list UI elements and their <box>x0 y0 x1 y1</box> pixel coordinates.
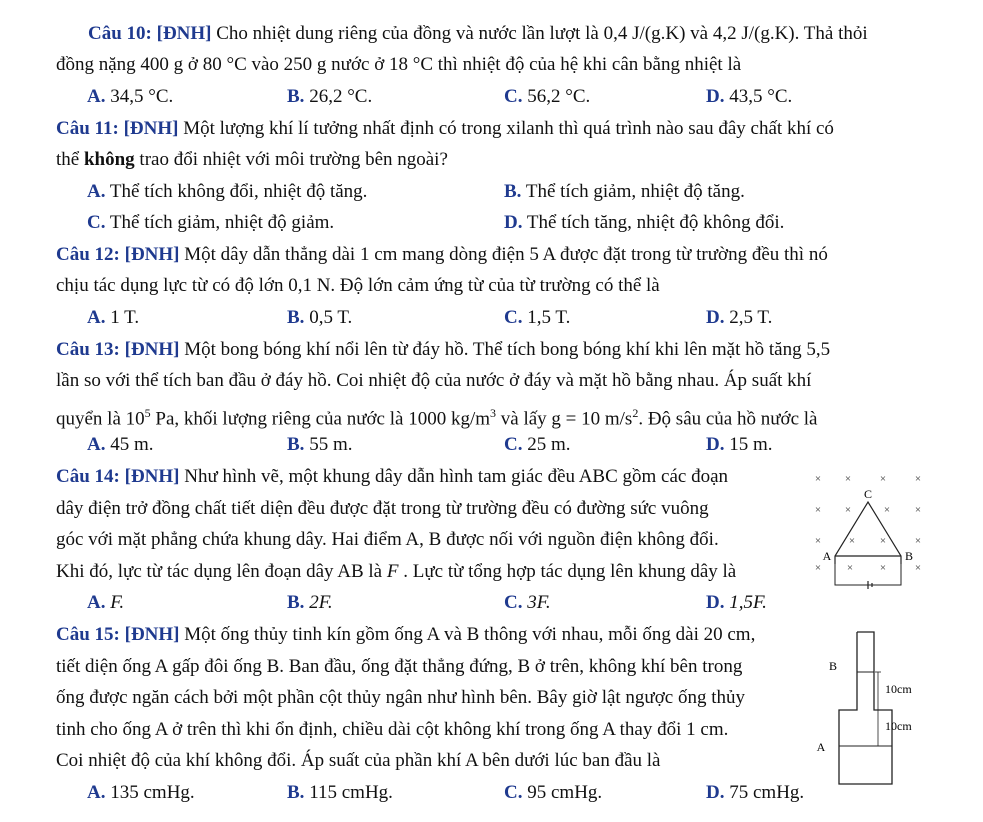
field-cross: × <box>844 504 852 516</box>
q13-options <box>0 433 983 457</box>
q12-options <box>0 306 983 330</box>
q12-line-1 <box>56 243 828 267</box>
q14-text-1: Như hình vẽ, một khung dây dẫn hình tam giác đều ABC gồm các đoạn <box>184 466 729 487</box>
q10-options <box>0 85 983 109</box>
q11-text-1: Một lượng khí lí tưởng nhất định có trong xilanh thì quá trình nào sau đây chất khí có <box>183 118 834 139</box>
q11-line-2: thể không trao đổi nhiệt với môi trường bên ngoài? <box>56 149 448 170</box>
q10-line-1 <box>88 22 868 46</box>
field-cross: × <box>844 473 852 485</box>
q11-heading: Câu 11: [ĐNH] <box>56 118 179 139</box>
q12-option-c: C. 1,5 T. <box>504 307 571 328</box>
q12-option-d: D. 2,5 T. <box>706 307 773 328</box>
field-cross: × <box>914 562 922 574</box>
q12-option-b: B. 0,5 T. <box>287 307 353 328</box>
q14-line-3: góc với mặt phẳng chứa khung dây. Hai điểm A, B được nối với nguồn điện không đổi. <box>56 529 719 550</box>
q14-option-a: A. F. <box>87 592 125 613</box>
field-cross: × <box>879 562 887 574</box>
q15-line-1 <box>56 623 755 647</box>
vertex-b-label: B <box>904 549 914 563</box>
q15-option-b: B. 115 cmHg. <box>287 782 393 803</box>
q13-line-3: quyển là $10^5$ Pa, khối lượng riêng của nước là 1000 $kg/m^3$ và lấy g = 10 $m/s^2$. Độ sâu của hồ nước là <box>56 406 818 430</box>
q14-line-1 <box>56 465 728 489</box>
q11-option-a: A. Thể tích không đổi, nhiệt độ tăng. <box>87 181 368 202</box>
q11-options-row-2 <box>0 211 983 235</box>
tube-figure <box>812 618 942 788</box>
field-cross: × <box>814 562 822 574</box>
field-cross: × <box>883 504 891 516</box>
q10-option-b: B. 26,2 °C. <box>287 86 373 107</box>
q13-line-2: lần so với thể tích ban đầu ở đáy hồ. Coi nhiệt độ của nước ở đáy và mặt hồ bằng nhau. Áp suất khí <box>56 370 812 391</box>
q15-line-2: tiết diện ống A gấp đôi ống B. Ban đầu, ống đặt thẳng đứng, B ở trên, không khí bên trong <box>56 656 743 677</box>
q13-option-d: D. 15 m. <box>706 434 773 455</box>
q11-emphasis: không <box>83 149 135 170</box>
q14-line-4: Khi đó, lực từ tác dụng lên đoạn dây AB là F . Lực từ tổng hợp tác dụng lên khung dây là <box>56 561 737 582</box>
q12-heading: Câu 12: [ĐNH] <box>56 244 180 265</box>
q13-option-c: C. 25 m. <box>504 434 571 455</box>
q13-option-b: B. 55 m. <box>287 434 353 455</box>
q13-heading: Câu 13: [ĐNH] <box>56 339 180 360</box>
tube-b-label: B <box>828 659 838 673</box>
q14-line-2: dây điện trở đồng chất tiết diện đều được đặt trong từ trường đều có đường sức vuông <box>56 498 709 519</box>
tube-a-label: A <box>816 740 826 754</box>
field-cross: × <box>848 535 856 547</box>
field-cross: × <box>879 473 887 485</box>
dimension-label-1: 10cm <box>885 682 912 696</box>
q10-option-d: D. 43,5 °C. <box>706 86 793 107</box>
q15-heading: Câu 15: [ĐNH] <box>56 624 180 645</box>
field-cross: × <box>914 504 922 516</box>
q11-option-d: D. Thể tích tăng, nhiệt độ không đổi. <box>504 212 785 233</box>
q14-heading: Câu 14: [ĐNH] <box>56 466 180 487</box>
q13-option-a: A. 45 m. <box>87 434 154 455</box>
q15-line-5: Coi nhiệt độ của khí không đổi. Áp suất của phần khí A bên dưới lúc ban đầu là <box>56 750 661 771</box>
q15-option-a: A. 135 cmHg. <box>87 782 195 803</box>
q15-option-d: D. 75 cmHg. <box>706 782 805 803</box>
q10-heading: Câu 10: [ĐNH] <box>88 23 212 44</box>
field-cross: × <box>814 504 822 516</box>
field-cross: × <box>814 535 822 547</box>
q11-option-c: C. Thể tích giảm, nhiệt độ giảm. <box>87 212 335 233</box>
q13-text-1: Một bong bóng khí nổi lên từ đáy hồ. Thể tích bong bóng khí khi lên mặt hồ tăng 5,5 <box>184 339 831 360</box>
q11-option-b: B. Thể tích giảm, nhiệt độ tăng. <box>504 181 745 202</box>
q11-line-1 <box>56 117 834 141</box>
dimension-label-2: 10cm <box>885 719 912 733</box>
q10-line-2: đồng nặng 400 g ở 80 °C vào 250 g nước ở 18 °C thì nhiệt độ của hệ khi cân bằng nhiệt là <box>56 54 742 75</box>
q15-option-c: C. 95 cmHg. <box>504 782 603 803</box>
q14-option-c: C. 3F. <box>504 592 551 613</box>
field-cross: × <box>914 473 922 485</box>
q11-options-row-1 <box>0 180 983 204</box>
field-cross: × <box>814 473 822 485</box>
q12-option-a: A. 1 T. <box>87 307 140 328</box>
q12-text-1: Một dây dẫn thẳng dài 1 cm mang dòng điện 5 A được đặt trong từ trường đều thì nó <box>184 244 828 265</box>
q10-option-c: C. 56,2 °C. <box>504 86 591 107</box>
field-cross: × <box>914 535 922 547</box>
q10-option-a: A. 34,5 °C. <box>87 86 174 107</box>
q14-option-b: B. 2F. <box>287 592 333 613</box>
q15-line-4: tinh cho ống A ở trên thì khi ổn định, chiều dài cột không khí trong ống A thay đổi 1 cm. <box>56 719 729 740</box>
vertex-c-label: C <box>863 487 873 501</box>
tube-outline <box>839 632 892 784</box>
q14-option-d: D. 1,5F. <box>706 592 767 613</box>
triangle-frame-figure <box>808 468 928 596</box>
q13-line-1 <box>56 338 830 362</box>
q12-line-2: chịu tác dụng lực từ có độ lớn 0,1 N. Độ lớn cảm ứng từ của từ trường có thể là <box>56 275 660 296</box>
q15-line-3: ống được ngăn cách bởi một phần cột thủy ngân như hình bên. Bây giờ lật ngược ống thủy <box>56 687 745 708</box>
field-cross: × <box>846 562 854 574</box>
vertex-a-label: A <box>822 549 832 563</box>
q10-text-1: Cho nhiệt dung riêng của đồng và nước lần lượt là 0,4 J/(g.K) và 4,2 J/(g.K). Thả thỏi <box>216 23 868 44</box>
q15-text-1: Một ống thủy tinh kín gồm ống A và B thông với nhau, mỗi ống dài 20 cm, <box>184 624 756 645</box>
field-cross: × <box>879 535 887 547</box>
